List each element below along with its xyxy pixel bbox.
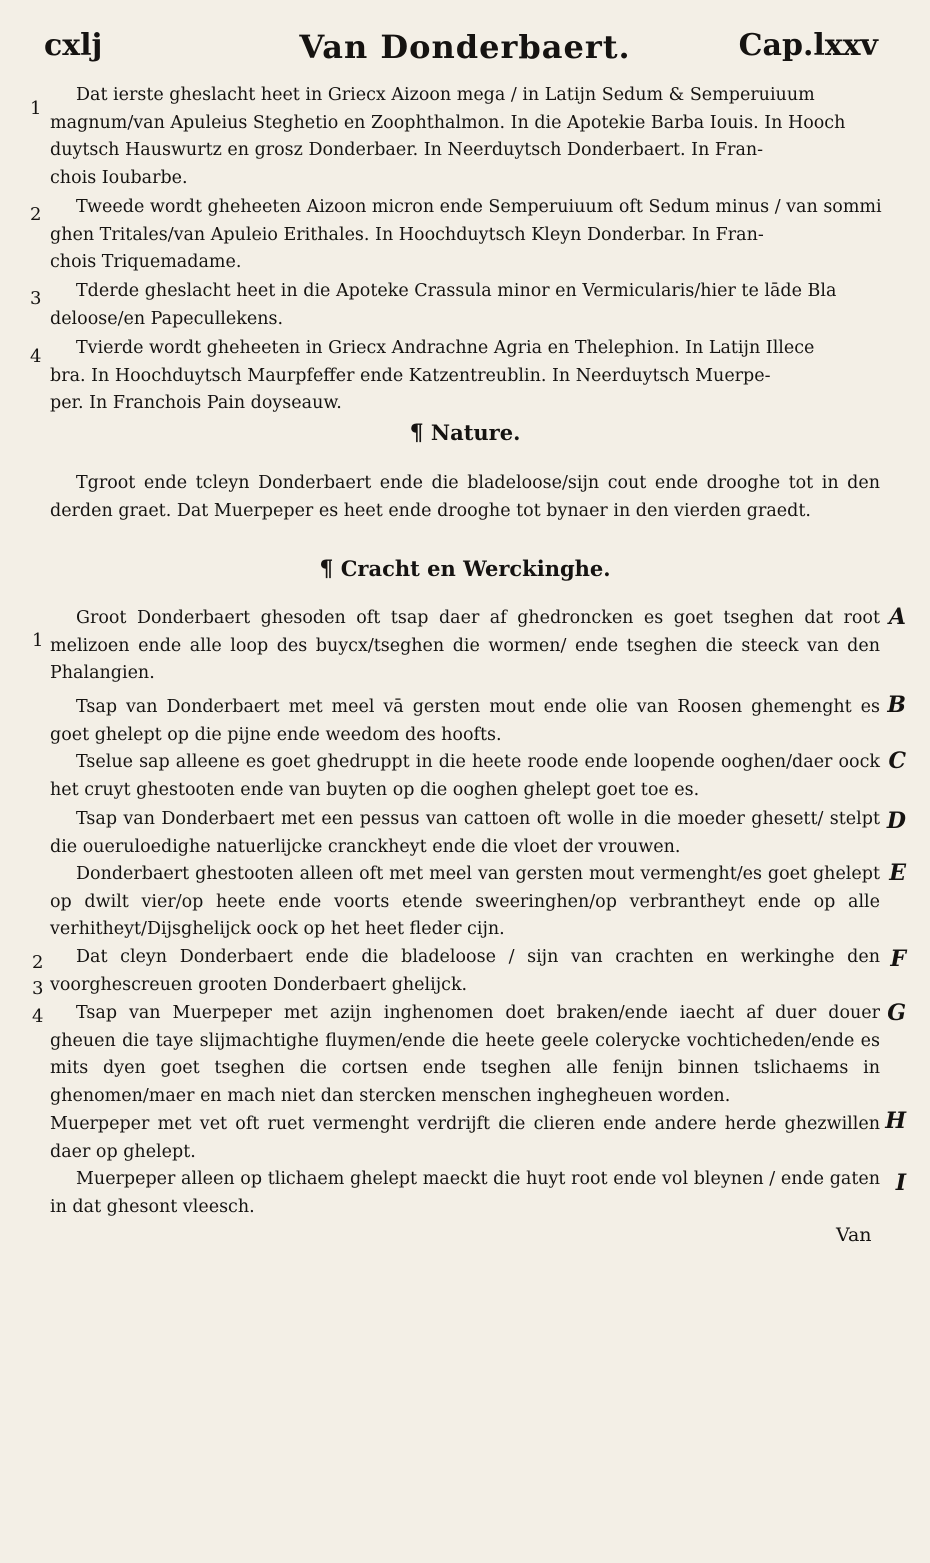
text-line: Tderde gheslacht heet in die Apoteke Crassula minor en Vermicularis/hier te lāde Bla [76, 281, 837, 301]
chapter-number: Cap.lxxv [738, 28, 878, 63]
entry-number: 1 [30, 98, 42, 119]
virtue-paragraph: Muerpeper met vet oft ruet vermenght verdrijft die clieren ende andere herde ghezwillen daer op ghelept. [50, 1114, 880, 1162]
virtue-paragraph: Donderbaert ghestooten alleen oft met meel van gersten mout vermenght/es goet ghelept op dwilt vier/op heete ende voorts etende sweeringhen/op verbrantheyt ende op alle verhitheyt/Dijsghelijck oock op het heet fleder cijn. [50, 864, 880, 939]
virtue-paragraph: Tselue sap alleene es goet ghedruppt in die heete roode ende loopende ooghen/daer oock het cruyt ghestooten ende van buyten op die ooghen ghelept goet toe es. [50, 752, 880, 800]
line-number: 4 [32, 1006, 44, 1027]
paragraph-mark-icon: ¶ [319, 556, 334, 582]
names-entry [50, 335, 885, 418]
text-line: per. In Franchois Pain doyseauw. [50, 393, 342, 413]
paragraph-mark-icon: ¶ [409, 420, 424, 446]
text-line: Dat ierste gheslacht heet in Griecx Aizoon mega / in Latijn Sedum & Semperuiuum [76, 85, 815, 105]
catchword: Van [836, 1224, 872, 1246]
margin-letter: A [888, 604, 906, 630]
virtue-paragraph: Tsap van Donderbaert met een pessus van cattoen oft wolle in die moeder ghesett/ stelpt die oueruloedighe natuerlijcke cranckheyt ende die vloet der vrouwen. [50, 809, 880, 857]
line-number: 1 [32, 630, 44, 651]
margin-letter: F [890, 946, 906, 972]
margin-letter: D [886, 808, 906, 834]
section-heading-text: Cracht en Werckinghe. [340, 556, 611, 581]
names-entry [50, 194, 885, 277]
section-heading-nature [0, 420, 930, 446]
text-line: duytsch Hauswurtz en grosz Donderbaer. In Neerduytsch Donderbaert. In Fran- [50, 140, 764, 160]
margin-letter: H [885, 1108, 906, 1134]
entry-number: 2 [30, 204, 42, 225]
margin-letter: E [889, 860, 906, 886]
page-title: Van Donderbaert. [299, 28, 631, 66]
line-number: 3 [32, 978, 44, 999]
text-line: ghen Tritales/van Apuleio Erithales. In Hoochduytsch Kleyn Donderbar. In Fran- [50, 224, 764, 245]
margin-letter: B [887, 692, 906, 718]
nature-paragraph: Tgroot ende tcleyn Donderbaert ende die bladeloose/sijn cout ende drooghe tot in den derden graet. Dat Muerpeper es heet ende drooghe tot bynaer in den vierden graedt. [50, 473, 880, 521]
virtue-paragraph: Tsap van Donderbaert met meel vā gersten mout ende olie van Roosen ghemenght es goet ghelept op die pijne ende weedom des hoofts. [50, 697, 880, 745]
text-line: chois Triquemadame. [50, 252, 242, 272]
entry-number: 3 [30, 288, 42, 309]
names-entry [50, 82, 885, 192]
line-number: 2 [32, 952, 44, 973]
section-heading-text: Nature. [430, 420, 521, 445]
text-line: Tvierde wordt gheheeten in Griecx Andrachne Agria en Thelephion. In Latijn Illece [76, 338, 815, 358]
virtue-paragraph: Muerpeper alleen op tlichaem ghelept maeckt die huyt root ende vol bleynen / ende gaten in dat ghesont vleesch. [50, 1169, 880, 1217]
folio-number: cxlj [44, 28, 103, 63]
entry-number: 4 [30, 346, 42, 367]
margin-letter: G [887, 1000, 906, 1026]
margin-letter: I [895, 1170, 906, 1196]
virtue-paragraph: Dat cleyn Donderbaert ende die bladeloose / sijn van crachten en werkinghe den voorghescreuen grooten Donderbaert ghelijck. [50, 947, 880, 995]
virtue-paragraph: Groot Donderbaert ghesoden oft tsap daer af ghedroncken es goet tseghen dat root melizoen ende alle loop des buycx/tseghen die wormen/ ende tseghen die steeck van den Phalangien. [50, 608, 880, 683]
section-heading-virtues [0, 556, 930, 582]
text-line: Tweede wordt gheheeten Aizoon micron ende Semperuiuum oft Sedum minus / van sommi [76, 197, 882, 217]
names-entry [50, 278, 885, 333]
text-line: bra. In Hoochduytsch Maurpfeffer ende Katzentreublin. In Neerduytsch Muerpe- [50, 365, 771, 386]
text-line: magnum/van Apuleius Steghetio en Zoophthalmon. In die Apotekie Barba Iouis. In Hooch [50, 112, 846, 133]
text-line: deloose/en Papecullekens. [50, 308, 284, 329]
margin-letter: C [888, 748, 906, 774]
text-line: chois Ioubarbe. [50, 167, 188, 188]
virtue-paragraph: Tsap van Muerpeper met azijn inghenomen doet braken/ende iaecht af duer douer gheuen die taye slijmachtighe fluymen/ende die heete geele colerycke vochticheden/ende es mits dyen goet tseghen die cortsen ende tseghen alle fenijn binnen tslichaems in ghenomen/maer en mach niet dan stercken menschen inghegheuen worden. [50, 1003, 880, 1106]
